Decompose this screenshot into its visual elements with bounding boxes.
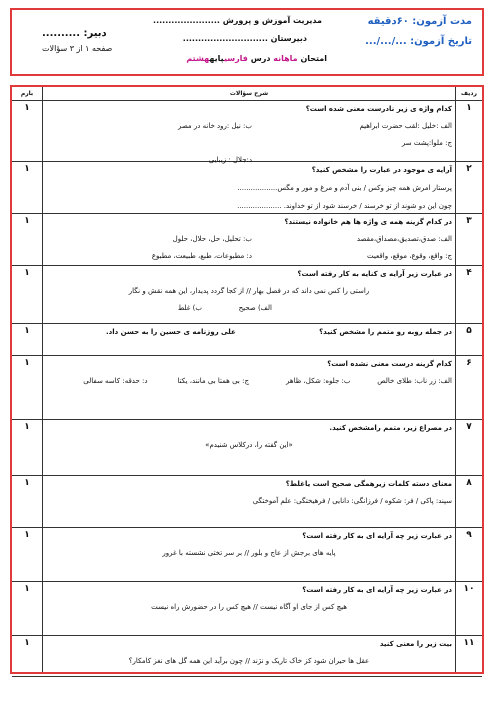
question-option-line (46, 301, 452, 315)
question-number: ۱۰ (463, 584, 475, 594)
question-row (12, 475, 482, 528)
question-score: ۱ (24, 422, 30, 432)
question-row (12, 355, 482, 420)
page-info: صفحه ۱ از ۳ سؤالات (42, 44, 113, 53)
question-text: معنای دسته کلمات زیرهمگی صحیح است یاغلط؟ (285, 480, 452, 488)
question-option-line (46, 654, 452, 668)
question-row (12, 213, 482, 266)
question-text: در عبارت زیر چه آرایه ای به کار رفته است؟ (302, 586, 452, 594)
question-sentence: علی روزنامه ی حسین را به حسن داد. (106, 328, 236, 336)
exam-grade: هشتم (186, 54, 210, 63)
question-text: در عبارت زیر چه آرایه ای به کار رفته است؟ (302, 532, 452, 540)
question-score: ۱ (24, 216, 30, 226)
question-option-line (46, 374, 452, 388)
col-header-row: ردیف (456, 87, 482, 101)
question-row (12, 161, 482, 214)
question-text: کدام واژه ی زیر نادرست معنی شده است؟ (305, 105, 452, 113)
question-option-line (46, 181, 452, 195)
question-option-line (46, 546, 452, 560)
question-row (12, 419, 482, 476)
option-text: ب) غلط (177, 304, 202, 312)
exam-type: ماهانه (273, 54, 298, 63)
school-label: دبیرستان ............................ (182, 34, 307, 43)
question-score: ۱ (24, 478, 30, 488)
option-text: پایه های برجش از عاج و بلور // بر سر تختی نشسته با غرور (162, 549, 336, 557)
exam-subject: فارسی (223, 54, 248, 63)
question-score: ۱ (24, 103, 30, 113)
option-text: سپند: پاکی / فر: شکوه / فرزانگی: دانایی / فرهیختگی: علم آموختگی (252, 497, 452, 505)
option-text: الف) صحیح (238, 304, 272, 312)
option-text: ب: تحلیل، حل، حلال، حلول (172, 235, 252, 243)
question-option-line (46, 232, 452, 246)
question-number: ۳ (466, 216, 472, 226)
question-number: ۵ (466, 326, 472, 336)
question-text: کدام گزینه درست معنی نشده است؟ (327, 360, 452, 368)
questions-table (10, 85, 484, 674)
question-option-line (46, 199, 452, 213)
question-score: ۱ (24, 164, 30, 174)
question-text: در عبارت زیر آرایه ی کنایه به کار رفته است؟ (297, 270, 452, 278)
ministry-label: مدیریت آموزش و پرورش ...................... (153, 16, 322, 25)
question-option-line (46, 600, 452, 614)
question-score: ۱ (24, 326, 30, 336)
option-text: الف: زر ناب: طلای خالص (377, 377, 452, 385)
question-score: ۱ (24, 358, 30, 368)
question-row (12, 323, 482, 356)
question-text: در جمله روبه رو متمم را مشخص کنید؟ علی روزنامه ی حسین را به حسن داد. (46, 325, 452, 339)
option-text: ب: جلوه: شکل، ظاهر (286, 377, 351, 385)
option-text: الف :خلیل :لقب حضرت ابراهیم (359, 122, 452, 130)
question-text: در کدام گزینه همه ی واژه ها هم خانواده نیستند؟ (284, 218, 452, 226)
exam-header (10, 8, 484, 76)
question-row (12, 581, 482, 636)
question-number: ۶ (466, 358, 472, 368)
option-text: الف: صدق،تصدیق،مصداق،مقصد (356, 235, 452, 243)
question-option-line (46, 119, 452, 133)
option-text: هیچ کس از جای او آگاه نیست // هیچ کس را در حضورش راه نیست (151, 603, 347, 611)
question-number: ۲ (466, 164, 472, 174)
option-text: د:جلال : زیبایی (208, 156, 252, 164)
question-score: ۱ (24, 584, 30, 594)
question-number: ۱ (466, 103, 472, 113)
option-text: ب: نیل :رود خانه در مصر (177, 122, 252, 130)
question-text: آرایه ی موجود در عبارت را مشخص کنید؟ (311, 166, 452, 174)
option-text: راستی را کس نمی داند که در فصل بهار // از کجا گردد پدیدار، این همه نقش و نگار (128, 287, 370, 295)
option-text: عقل ها حیران شود کز خاک تاریک و نژند // چون برآید این همه گل های نغز کامکار؟ (128, 657, 370, 665)
question-text: در مصراع زیر، متمم رامشخص کنید. (329, 424, 452, 432)
option-text: ج: واقع، وقوع، موقع، واقعیت (367, 252, 452, 260)
exam-title: امتحان ماهانه درس فارسیپایههشتم (186, 54, 327, 63)
option-text: ج: بی همتا بی مانند، یکتا (177, 377, 249, 385)
exam-duration: مدت آزمون: ۶۰دقیقه (367, 16, 472, 27)
question-number: ۸ (466, 478, 472, 488)
option-text: د: حدقه: کاسه سفالی (83, 377, 148, 385)
question-text: بیت زیر را معنی کنید (379, 640, 452, 648)
question-number: ۴ (466, 268, 472, 278)
exam-date: تاریخ آزمون: .../.../... (365, 36, 472, 47)
question-option-line (46, 494, 452, 508)
question-row (12, 635, 482, 677)
question-option-line (46, 284, 452, 298)
option-text: ج: ملوا:پشت سر (401, 139, 452, 147)
option-text: «این گفته را، درکلاس شنیدم» (205, 441, 293, 449)
question-row (12, 527, 482, 582)
question-score: ۱ (24, 268, 30, 278)
question-row (12, 265, 482, 324)
question-number: ۷ (466, 422, 472, 432)
question-option-line (46, 136, 452, 150)
question-number: ۹ (466, 530, 472, 540)
question-score: ۱ (24, 530, 30, 540)
col-header-questions: شرح سؤالات (42, 87, 456, 101)
option-text: د: مطبوعات، طبع، طبیعت، مطبوع (151, 252, 252, 260)
question-number: ۱۱ (463, 638, 475, 648)
question-option-line (46, 249, 452, 263)
question-option-line (46, 438, 452, 452)
question-row (12, 100, 482, 162)
option-text: چون این دو شوند از تو خرسند / خرسند شود از تو خداوند. .................... (237, 202, 452, 210)
col-header-score: بارم (12, 87, 42, 101)
teacher-label: دبیر: .......... (42, 28, 107, 39)
question-score: ۱ (24, 638, 30, 648)
option-text: پرستار امرش همه چیز وکس / بنی آدم و مرغ و مور و مگس.................. (237, 184, 452, 192)
